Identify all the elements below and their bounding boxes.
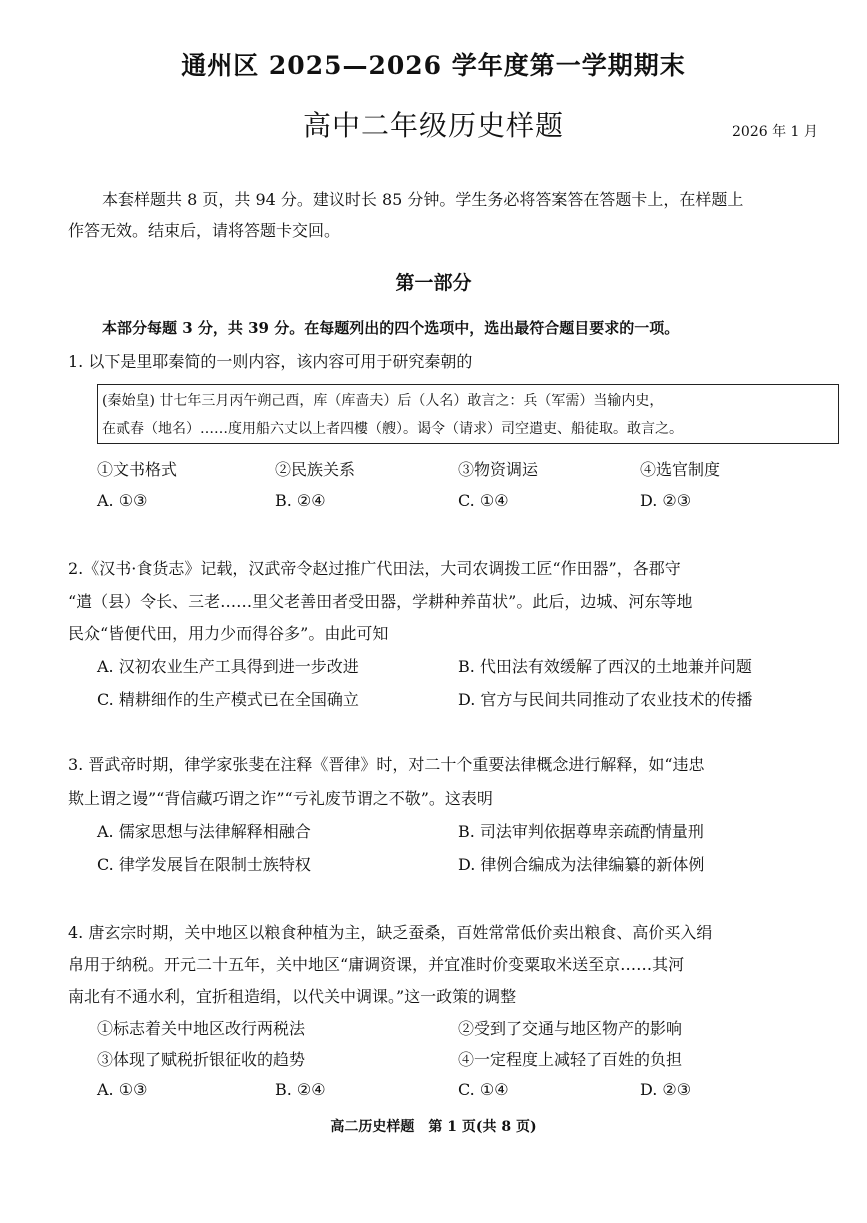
question-3-stem: 3. 晋武帝时期，律学家张斐在注释《晋律》时，对二十个重要法律概念进行解释，如“违忠: [68, 755, 705, 774]
exam-subtitle: 高中二年级历史样题: [302, 109, 564, 142]
question-1-item: ③物资调运: [458, 460, 539, 479]
question-4-item: ①标志着关中地区改行两税法: [97, 1019, 306, 1038]
question-4-option-a: A. ①③: [97, 1080, 148, 1099]
question-4-option-c: C. ①④: [458, 1080, 509, 1099]
question-4-item: ④一定程度上减轻了百姓的负担: [458, 1050, 683, 1069]
exam-date: 2026 年 1 月: [732, 124, 818, 140]
page-footer: 高二历史样题 第 1 页(共 8 页): [330, 1119, 537, 1135]
question-4-item: ②受到了交通与地区物产的影响: [458, 1019, 683, 1038]
question-2-option-d: D. 官方与民间共同推动了农业技术的传播: [458, 690, 753, 709]
section-title: 第一部分: [395, 272, 472, 294]
question-1-option-a: A. ①③: [97, 491, 148, 510]
question-3-option-d: D. 律例合编成为法律编纂的新体例: [458, 855, 705, 874]
question-4-item: ③体现了赋税折银征收的趋势: [97, 1050, 306, 1069]
question-4-stem: 帛用于纳税。开元二十五年，关中地区“庸调资课，并宜准时价变粟取米送至京……其河: [68, 955, 685, 974]
question-1-option-b: B. ②④: [275, 491, 326, 510]
question-3-stem: 欺上谓之谩”“背信藏巧谓之诈”“亏礼废节谓之不敬”。这表明: [68, 789, 493, 808]
intro-line-2: 作答无效。结束后，请将答题卡交回。: [68, 221, 341, 240]
question-2-stem: 2.《汉书·食货志》记载，汉武帝令赵过推广代田法，大司农调拨工匠“作田器”，各郡守: [68, 559, 681, 578]
question-1-stem: 1. 以下是里耶秦简的一则内容，该内容可用于研究秦朝的: [68, 352, 473, 371]
question-2-stem: “遣（县）令长、三老……里父老善田者受田器，学耕种养苗状”。此后，边城、河东等地: [68, 592, 693, 611]
question-4-stem: 南北有不通水利，宜折租造绢，以代关中调课。”这一政策的调整: [68, 987, 517, 1006]
question-2-option-b: B. 代田法有效缓解了西汉的土地兼并问题: [458, 657, 752, 676]
question-4-option-b: B. ②④: [275, 1080, 326, 1099]
intro-line-1: 本套样题共 8 页，共 94 分。建议时长 85 分钟。学生务必将答案答在答题卡上，在样题上: [102, 190, 744, 209]
question-3-option-a: A. 儒家思想与法律解释相融合: [97, 822, 311, 841]
question-1-item: ②民族关系: [275, 460, 356, 479]
question-1-option-c: C. ①④: [458, 491, 509, 510]
question-3-option-b: B. 司法审判依据尊卑亲疏酌情量刑: [458, 822, 704, 841]
question-1-source-box: [97, 384, 839, 444]
source-line: 在贰春（地名）……度用船六丈以上者四樓（艘）。谒令（请求）司空遣吏、船徒取。敢言之。: [102, 421, 683, 437]
question-1-item: ④选官制度: [640, 460, 721, 479]
question-2-option-c: C. 精耕细作的生产模式已在全国确立: [97, 690, 359, 709]
question-3-option-c: C. 律学发展旨在限制士族特权: [97, 855, 311, 874]
question-4-option-d: D. ②③: [640, 1080, 692, 1099]
question-4-stem: 4. 唐玄宗时期，关中地区以粮食种植为主，缺乏蚕桑，百姓常常低价卖出粮食、高价买入绢: [68, 923, 713, 942]
section-instruction: 本部分每题 3 分，共 39 分。在每题列出的四个选项中，选出最符合题目要求的一项。: [102, 319, 680, 337]
question-2-stem: 民众“皆便代田，用力少而得谷多”。由此可知: [68, 624, 389, 643]
question-1-item: ①文书格式: [97, 460, 178, 479]
source-line: (秦始皇) 廿七年三月丙午朔己酉，库（库啬夫）后（人名）敢言之：兵（军需）当输内史，: [102, 393, 664, 409]
exam-title: 通州区 2025—2026 学年度第一学期期末: [181, 51, 686, 80]
question-2-option-a: A. 汉初农业生产工具得到进一步改进: [97, 657, 359, 676]
question-1-option-d: D. ②③: [640, 491, 692, 510]
